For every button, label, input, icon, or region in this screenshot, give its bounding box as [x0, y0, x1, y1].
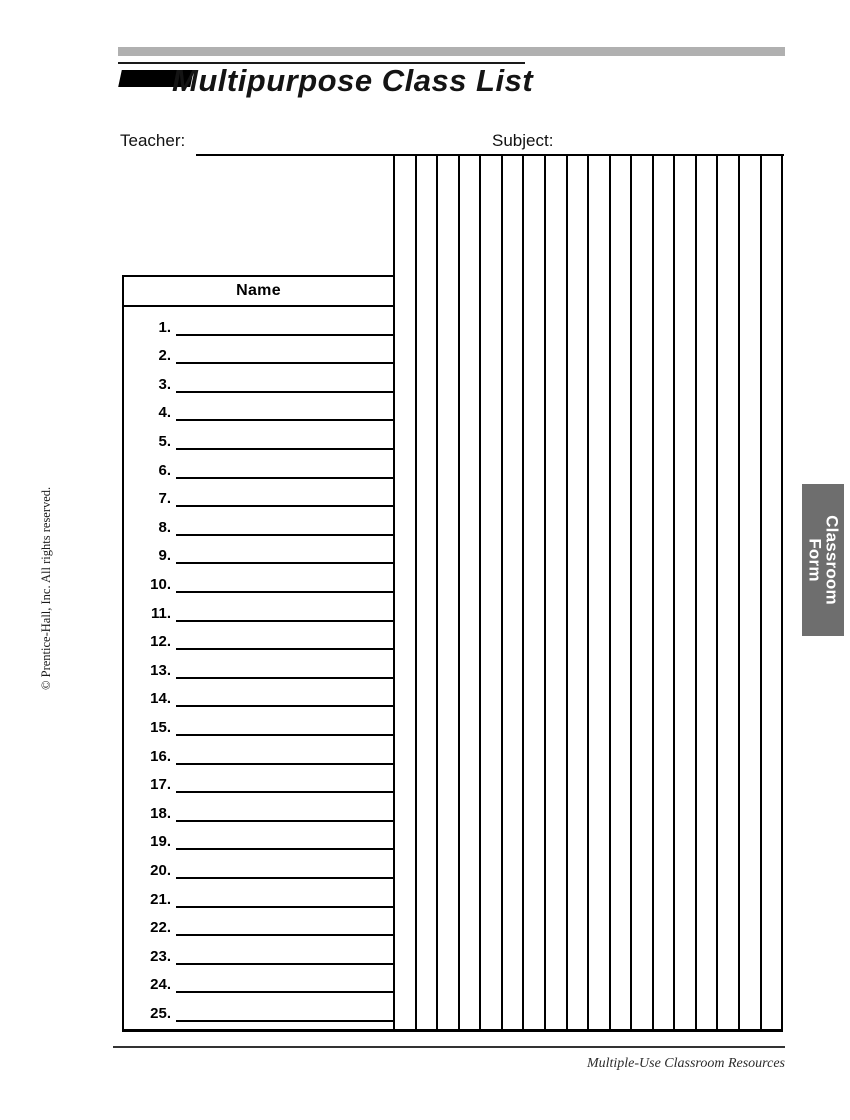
table-row[interactable]: [124, 765, 395, 794]
row-number: 11.: [150, 604, 171, 622]
table-row[interactable]: [124, 364, 395, 393]
row-number: 6.: [158, 461, 171, 479]
table-row[interactable]: [124, 336, 395, 365]
grid-column[interactable]: [632, 155, 654, 1032]
table-row[interactable]: [124, 679, 395, 708]
row-number: 23.: [150, 947, 171, 965]
row-number: 10.: [150, 575, 171, 593]
table-row[interactable]: [124, 421, 395, 450]
grid-column[interactable]: [697, 155, 719, 1032]
grid-column[interactable]: [546, 155, 568, 1032]
grid-column[interactable]: [417, 155, 439, 1032]
row-number: 16.: [150, 747, 171, 765]
section-tab-classroom-form: [802, 484, 844, 636]
footer-label: Multiple-Use Classroom Resources: [586, 1056, 785, 1071]
row-number: 4.: [158, 404, 171, 422]
table-row[interactable]: [124, 450, 395, 479]
row-number: 18.: [150, 804, 171, 822]
section-tab-label: [806, 515, 841, 605]
table-row[interactable]: [124, 479, 395, 508]
grid-column[interactable]: [481, 155, 503, 1032]
table-row[interactable]: [124, 993, 395, 1022]
grid-column[interactable]: [438, 155, 460, 1032]
grid-column[interactable]: [762, 155, 782, 1032]
row-number: 14.: [150, 690, 171, 708]
row-number: 5.: [158, 432, 171, 450]
grid-column[interactable]: [503, 155, 525, 1032]
table-row[interactable]: [124, 879, 395, 908]
grid-column[interactable]: [740, 155, 762, 1032]
footer-rule: [113, 1046, 785, 1048]
grid-column[interactable]: [675, 155, 697, 1032]
table-row[interactable]: [124, 393, 395, 422]
table-row[interactable]: [124, 908, 395, 937]
header-gray-rule: [118, 47, 785, 56]
row-number: 2.: [158, 347, 171, 365]
table-row[interactable]: [124, 850, 395, 879]
table-row[interactable]: [124, 536, 395, 565]
grid-column[interactable]: [611, 155, 633, 1032]
grid-column[interactable]: [654, 155, 676, 1032]
row-number: 22.: [150, 919, 171, 937]
row-number: 1.: [158, 318, 171, 336]
row-number: 17.: [150, 776, 171, 794]
class-list-table: [122, 155, 783, 1032]
grid-column[interactable]: [718, 155, 740, 1032]
grid-column[interactable]: [460, 155, 482, 1032]
row-number: 8.: [158, 518, 171, 536]
table-row[interactable]: [124, 793, 395, 822]
grid-column[interactable]: [568, 155, 590, 1032]
table-row[interactable]: [124, 707, 395, 736]
row-name-write-line[interactable]: [176, 1020, 395, 1022]
row-number: 15.: [150, 718, 171, 736]
checkbox-column-grid[interactable]: [393, 155, 783, 1032]
row-number: 25.: [150, 1004, 171, 1022]
table-row[interactable]: [124, 307, 395, 336]
teacher-label: Teacher:: [120, 131, 186, 150]
section-tab-line2: Form: [805, 538, 824, 582]
table-row[interactable]: [124, 593, 395, 622]
table-row[interactable]: [124, 936, 395, 965]
subject-label: Subject:: [492, 131, 554, 150]
row-number: 21.: [150, 890, 171, 908]
grid-column[interactable]: [395, 155, 417, 1032]
table-row[interactable]: [124, 650, 395, 679]
section-tab-line1: Classroom: [822, 515, 842, 605]
table-row[interactable]: [124, 507, 395, 536]
name-column-header: [122, 275, 393, 307]
row-number: 9.: [158, 547, 171, 565]
row-number: 7.: [158, 490, 171, 508]
grid-column[interactable]: [589, 155, 611, 1032]
table-bottom-border: [122, 1029, 783, 1032]
table-row[interactable]: [124, 622, 395, 651]
table-row[interactable]: [124, 965, 395, 994]
row-number: 3.: [158, 375, 171, 393]
row-number: 19.: [150, 833, 171, 851]
row-number: 20.: [150, 861, 171, 879]
table-row[interactable]: [124, 564, 395, 593]
page-title: Multipurpose Class List: [172, 63, 534, 98]
copyright-notice: © Prentice-Hall, Inc. All rights reserved.: [39, 486, 53, 690]
grid-column[interactable]: [524, 155, 546, 1032]
table-row[interactable]: [124, 822, 395, 851]
row-number: 24.: [150, 976, 171, 994]
row-number: 13.: [150, 661, 171, 679]
name-header-label: Name: [236, 282, 281, 299]
table-row[interactable]: [124, 736, 395, 765]
student-rows: [122, 307, 393, 1032]
row-number: 12.: [150, 633, 171, 651]
